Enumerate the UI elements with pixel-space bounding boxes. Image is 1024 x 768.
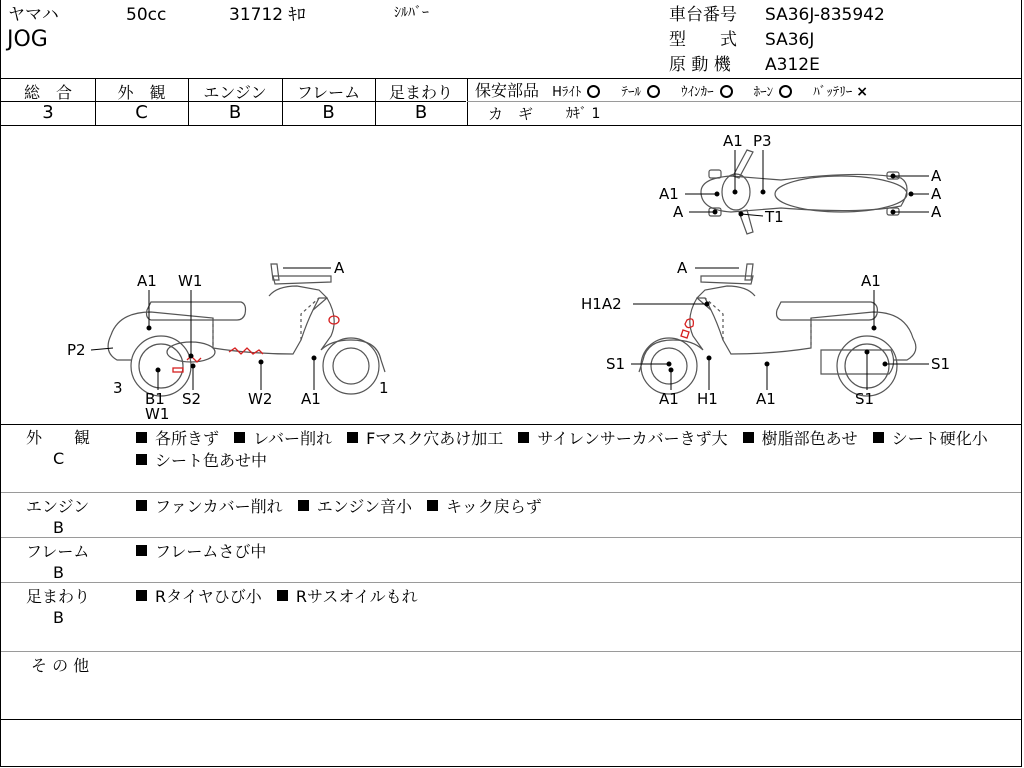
tail-ok-icon <box>647 85 660 98</box>
diagram-label: W1 <box>178 272 203 290</box>
remark-item: フレームさび中 <box>155 542 267 561</box>
scooter-top-view <box>701 150 907 234</box>
header-divider <box>1 78 1021 79</box>
diagram-label: B1 <box>145 390 165 408</box>
remarks-list-engine <box>136 496 1007 518</box>
remark-item: Rサスオイルもれ <box>295 587 418 606</box>
remarks-category-suspension: 足まわり <box>26 587 91 606</box>
bullet-icon <box>136 432 147 443</box>
diagram-label: A <box>931 185 942 203</box>
remarks-grade-frame: B <box>53 563 64 582</box>
bullet-icon <box>234 432 245 443</box>
remarks-category-exterior: 外 観 <box>26 428 91 447</box>
scooter-diagram <box>1 126 1023 424</box>
diagram-label: S1 <box>931 355 951 373</box>
grade-header-engine: エンジン <box>203 83 267 102</box>
diagram-bottom <box>1 424 1021 425</box>
grade-frame: B <box>322 102 335 123</box>
winker-ok-icon <box>720 85 733 98</box>
grade-header-suspension: 足まわり <box>388 83 453 102</box>
bullet-icon <box>873 432 884 443</box>
safety-parts-row <box>475 81 868 103</box>
key-label: カ ギ <box>488 105 534 123</box>
engine-label: 原 動 機 <box>669 55 731 75</box>
remarks-category-other: そ の 他 <box>31 656 90 675</box>
diagram-label: S2 <box>182 390 202 408</box>
grade-overall: 3 <box>42 102 54 123</box>
remark-item: Fマスク穴あけ加工 <box>366 429 504 448</box>
remarks-category-frame: フレーム <box>26 542 90 561</box>
diagram-label: 3 <box>113 379 123 397</box>
remark-item: 樹脂部色あせ <box>761 429 858 448</box>
frame-number: SA36J-835942 <box>765 5 885 25</box>
remarks-divider <box>1 537 1021 538</box>
remarks-list-exterior <box>136 428 1007 472</box>
remarks-grade-exterior: C <box>53 449 65 468</box>
remark-item: Rタイヤひび小 <box>155 587 262 606</box>
remark-item: 各所きず <box>155 429 220 448</box>
diagram-label: P3 <box>753 132 772 150</box>
remark-item: サイレンサーカバーきず大 <box>537 429 728 448</box>
diagram-label: A1 <box>756 390 776 408</box>
diagram-label: H1A2 <box>581 295 622 313</box>
diagram-label: A1 <box>723 132 743 150</box>
remarks-category-engine: エンジン <box>26 497 90 516</box>
remarks-divider <box>1 651 1021 652</box>
diagram-label: A1 <box>137 272 157 290</box>
safety-label: 保安部品 <box>475 81 540 100</box>
color: ｼﾙﾊﾞｰ <box>394 5 429 21</box>
diagram-label: A1 <box>301 390 321 408</box>
remarks-divider <box>1 582 1021 583</box>
safety-battery-label: ﾊﾞｯﾃﾘｰ <box>813 85 853 100</box>
safety-headlight-label: Hﾗｲﾄ <box>552 85 582 100</box>
diagram-label: A1 <box>861 272 881 290</box>
displacement: 50cc <box>126 5 167 25</box>
bullet-icon <box>136 590 147 601</box>
model-name: JOG <box>7 27 48 52</box>
bullet-icon <box>427 500 438 511</box>
remark-item: ファンカバー削れ <box>155 497 283 516</box>
bullet-icon <box>743 432 754 443</box>
diagram-label: S1 <box>606 355 626 373</box>
diagram-label: W2 <box>248 390 273 408</box>
diagram-label: A1 <box>659 185 679 203</box>
diagram-label: A <box>931 203 942 221</box>
remark-item: シート色あせ中 <box>155 451 268 470</box>
diagram-label: A <box>677 259 688 277</box>
engine-value: A312E <box>765 55 820 75</box>
remarks-divider <box>1 492 1021 493</box>
remarks-list-suspension <box>136 586 1007 608</box>
maker: ヤマハ <box>8 5 59 25</box>
grade-header-frame: フレーム <box>296 83 361 102</box>
remark-item: キック戻らず <box>446 497 542 516</box>
diagram-label: P2 <box>67 341 86 359</box>
headlight-ok-icon <box>587 85 600 98</box>
diagram-label: H1 <box>697 390 718 408</box>
type-label: 型 式 <box>669 30 737 50</box>
frame-label: 車台番号 <box>669 5 737 25</box>
grade-header-exterior: 外 観 <box>117 83 166 102</box>
bullet-icon <box>136 545 147 556</box>
bullet-icon <box>277 590 288 601</box>
diagram-label: A <box>673 203 684 221</box>
diagram-label: A <box>334 259 345 277</box>
diagram-label: A <box>931 167 942 185</box>
bullet-icon <box>136 500 147 511</box>
diagram-label: 1 <box>379 379 389 397</box>
safety-horn-label: ﾎｰﾝ <box>753 85 774 100</box>
grade-suspension: B <box>414 102 428 123</box>
remark-item: レバー削れ <box>253 429 332 448</box>
battery-ng-icon: × <box>856 84 868 100</box>
bullet-icon <box>347 432 358 443</box>
remark-item: エンジン音小 <box>316 497 412 516</box>
safety-winker-label: ｳｲﾝｶｰ <box>681 85 714 100</box>
type-value: SA36J <box>765 30 815 50</box>
sheet-bottom-line <box>1 719 1021 720</box>
diagram-label: T1 <box>765 208 784 226</box>
bullet-icon <box>136 454 147 465</box>
diagram-label: A1 <box>659 390 679 408</box>
remark-item: シート硬化小 <box>891 429 988 448</box>
remarks-grade-engine: B <box>53 518 64 537</box>
grade-exterior: C <box>135 102 148 123</box>
grade-engine: B <box>228 102 242 123</box>
remarks-grade-suspension: B <box>53 608 64 627</box>
mileage: 31712 ｷﾛ <box>229 5 306 25</box>
diagram-label: W1 <box>145 405 170 423</box>
grade-header-overall: 総 合 <box>23 83 72 102</box>
diagram-label: S1 <box>855 390 875 408</box>
remarks-list-frame <box>136 541 1007 563</box>
bullet-icon <box>518 432 529 443</box>
bullet-icon <box>298 500 309 511</box>
safety-tail-label: ﾃｰﾙ <box>621 85 641 100</box>
horn-ok-icon <box>779 85 792 98</box>
key-value: ｶｷﾞ 1 <box>566 106 601 122</box>
